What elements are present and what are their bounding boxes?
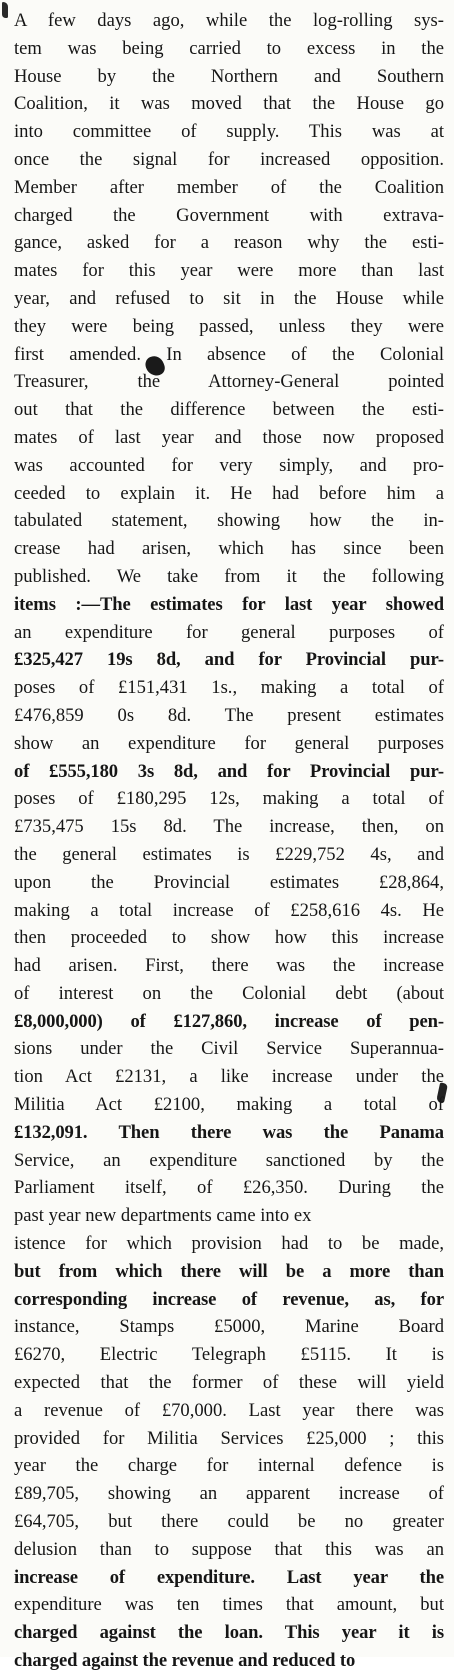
article-line: delusion than to suppose that this was an	[14, 1538, 444, 1560]
article-line: gance, asked for a reason why the esti-	[14, 232, 444, 254]
article-line: poses of £180,295 12s, making a total of	[14, 788, 444, 810]
article-line: into committee of supply. This was at	[14, 121, 444, 143]
article-line: mates for this year were more than last	[14, 260, 444, 282]
article-line: £89,705, showing an apparent increase of	[14, 1483, 444, 1505]
article-line: Service, an expenditure sanctioned by the	[14, 1149, 444, 1171]
ink-mark	[2, 2, 8, 18]
article-line: year, and refused to sit in the House while	[14, 287, 444, 309]
article-line: but from which there will be a more than	[14, 1260, 444, 1282]
article-line: sions under the Civil Service Superannua-	[14, 1038, 444, 1060]
article-line: poses of £151,431 1s., making a total of	[14, 677, 444, 699]
article-line: charged against the revenue and reduced to	[14, 1650, 356, 1672]
article-line: a revenue of £70,000. Last year there was	[14, 1399, 444, 1421]
article-line: making a total increase of £258,616 4s. He	[14, 899, 444, 921]
article-line: items :—The estimates for last year showed	[14, 593, 444, 615]
article-line: an expenditure for general purposes of	[14, 621, 444, 643]
article-line: published. We take from it the following	[14, 565, 444, 587]
article-line: £64,705, but there could be no greater	[14, 1511, 444, 1533]
article-line: crease had arisen, which has since been	[14, 538, 444, 560]
article-line: instance, Stamps £5000, Marine Board	[14, 1316, 444, 1338]
article-line: £735,475 15s 8d. The increase, then, on	[14, 816, 444, 838]
article-line: Coalition, it was moved that the House go	[14, 93, 444, 115]
article-line: had arisen. First, there was the increase	[14, 955, 444, 977]
article-line: ceeded to explain it. He had before him a	[14, 482, 444, 504]
article-line: out that the difference between the esti-	[14, 399, 444, 421]
article-line: was accounted for very simply, and pro-	[14, 454, 444, 476]
article-line: £325,427 19s 8d, and for Provincial pur-	[14, 649, 444, 671]
article-line: Member after member of the Coalition	[14, 176, 444, 198]
article-line: mates of last year and those now proposed	[14, 426, 444, 448]
article-line: £476,859 0s 8d. The present estimates	[14, 704, 444, 726]
article-line: House by the Northern and Southern	[14, 65, 444, 87]
article-line: of interest on the Colonial debt (about	[14, 982, 444, 1004]
article-line: they were being passed, unless they were	[14, 315, 444, 337]
article-line: charged the Government with extrava-	[14, 204, 444, 226]
article-line: charged against the loan. This year it is	[14, 1622, 444, 1644]
article-line: expected that the former of these will yield	[14, 1372, 444, 1394]
article-line: the general estimates is £229,752 4s, and	[14, 843, 444, 865]
article-line: £8,000,000) of £127,860, increase of pen-	[14, 1010, 444, 1032]
article-line: £132,091. Then there was the Panama	[14, 1121, 444, 1143]
article-line: £6270, Electric Telegraph £5115. It is	[14, 1344, 444, 1366]
article-line: year the charge for internal defence is	[14, 1455, 444, 1477]
article-line: tion Act £2131, a like increase under the	[14, 1066, 444, 1088]
article-line: istence for which provision had to be made,	[14, 1233, 444, 1255]
article-line: tabulated statement, showing how the in-	[14, 510, 444, 532]
article-column	[14, 7, 444, 1675]
article-line: upon the Provincial estimates £28,864,	[14, 871, 444, 893]
article-line: expenditure was ten times that amount, but	[14, 1594, 444, 1616]
article-line: show an expenditure for general purposes	[14, 732, 444, 754]
article-line: Treasurer, the Attorney-General pointed	[14, 371, 444, 393]
article-line: provided for Militia Services £25,000 ; this	[14, 1427, 444, 1449]
article-line: Militia Act £2100, making a total of	[14, 1094, 444, 1116]
article-line: Parliament itself, of £26,350. During the	[14, 1177, 444, 1199]
article-line: of £555,180 3s 8d, and for Provincial pur-	[14, 760, 444, 782]
article-line: tem was being carried to excess in the	[14, 37, 444, 59]
article-line: then proceeded to show how this increase	[14, 927, 444, 949]
article-line: first amended. In absence of the Colonial	[14, 343, 444, 365]
article-line: once the signal for increased opposition.	[14, 148, 444, 170]
article-line: increase of expenditure. Last year the	[14, 1566, 444, 1588]
article-line: past year new departments came into ex	[14, 1205, 312, 1227]
article-line: corresponding increase of revenue, as, for	[14, 1288, 444, 1310]
article-line: A few days ago, while the log-rolling sys-	[14, 10, 444, 31]
